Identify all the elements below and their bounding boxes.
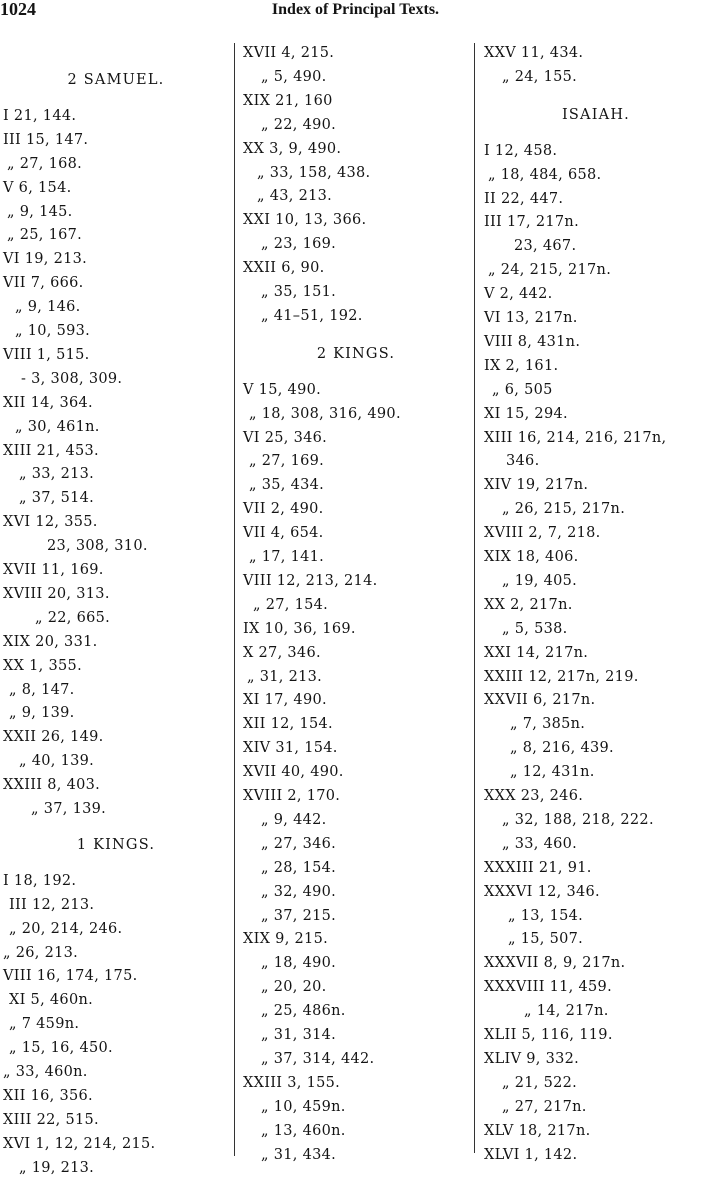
index-entry: XXV 11, 434. [484,45,584,61]
index-entry: XX 3, 9, 490. [243,140,342,157]
index-entry: XXXVI 12, 346. [484,883,600,900]
index-entry: „ 35, 434. [249,477,325,494]
index-entry: V 15, 490. [243,381,322,398]
index-entry: IX 10, 36, 169. [243,620,356,637]
index-entry: „ 15, 507. [508,931,584,948]
index-entry: „ 27, 217n. [502,1098,587,1115]
index-entry: „ 20, 214, 246. [9,920,123,937]
index-entry: „ 18, 490. [261,955,337,972]
index-entry: XXIII 8, 403. [3,777,101,794]
index-entry: „ 14, 217n. [524,1003,609,1020]
running-title: Index of Principal Texts. [271,1,440,18]
column-divider [234,43,235,1156]
index-entry: XX 1, 355. [3,657,82,674]
index-entry: „ 6, 505 [492,381,553,398]
index-entry: „ 27, 154. [253,596,329,613]
index-entry: XVII 40, 490. [243,764,344,781]
book-heading: 2 KINGS. [316,345,396,362]
index-entry: „ 32, 188, 218, 222. [502,811,654,828]
index-entry: XIV 19, 217n. [484,477,589,494]
index-entry: „ 7, 385n. [510,716,586,733]
index-entry: XI 15, 294. [484,405,568,422]
index-entry: VIII 8, 431n. [484,333,581,350]
index-entry: VIII 12, 213, 214. [243,572,378,589]
index-entry: I 21, 144. [3,107,77,124]
index-entry: „ 19, 405. [502,572,578,589]
index-entry: „ 37, 139. [31,801,107,817]
index-entry: XVII 4, 215. [243,45,335,61]
index-entry: XVIII 2, 170. [243,788,341,804]
index-entry: „ 9, 442. [261,811,327,828]
index-entry: XX 2, 217n. [484,596,573,613]
index-entry: VI 19, 213. [3,251,88,268]
index-entry: „ 25, 486n. [261,1003,346,1020]
index-entry: „ 18, 484, 658. [488,166,602,183]
index-entry: 346. [506,453,540,470]
index-entry: „ 43, 213. [257,188,333,205]
index-entry: III 12, 213. [9,896,95,913]
index-entry: V 6, 154. [3,179,72,196]
index-entry: „ 13, 460n. [261,1122,346,1139]
index-entry: „ 20, 20. [261,979,327,996]
index-entry: XIV 31, 154. [243,740,338,757]
index-entry: XXVII 6, 217n. [484,692,596,709]
column-divider [474,43,475,1153]
index-entry: „ 10, 593. [15,323,91,339]
index-entry: XIII 22, 515. [3,1111,99,1128]
index-entry: XVI 1, 12, 214, 215. [3,1135,156,1152]
index-entry: I 18, 192. [3,872,77,889]
index-entry: „ 12, 431n. [510,764,595,781]
index-entry: „ 26, 213. [3,944,79,961]
index-entry: „ 17, 141. [249,549,325,565]
index-entry: „ 26, 215, 217n. [502,501,626,518]
index-entry: XIII 16, 214, 216, 217n, [484,429,667,446]
index-entry: XIX 18, 406. [484,549,579,565]
index-entry: „ 35, 151. [261,284,337,300]
index-entry: „ 5, 538. [502,620,568,637]
index-entry: II 22, 447. [484,190,564,207]
index-entry: XXI 10, 13, 366. [243,212,367,229]
index-entry: „ 31, 434. [261,1146,337,1163]
index-entry: VII 4, 654. [243,525,324,542]
index-column-1 [0,0,232,1176]
index-entry: „ 9, 145. [7,203,73,220]
index-entry: III 17, 217n. [484,214,579,231]
index-entry: III 15, 147. [3,131,89,148]
page-number: 1024 [0,0,36,19]
index-entry: I 12, 458. [484,142,558,159]
index-entry: „ 8, 216, 439. [510,740,614,757]
index-entry: XXXIII 21, 91. [484,859,592,876]
index-entry: „ 24, 155. [502,68,578,85]
index-entry: „ 31, 213. [247,668,323,685]
index-entry: „ 22, 490. [261,116,337,133]
index-entry: X 27, 346. [243,644,321,661]
index-entry: XXI 14, 217n. [484,644,589,661]
index-entry: VII 2, 490. [243,501,324,518]
index-entry: XXX 23, 246. [484,788,584,804]
index-entry: „ 7 459n. [9,1016,80,1033]
index-entry: XLII 5, 116, 119. [484,1027,613,1043]
index-entry: VIII 1, 515. [3,346,90,363]
index-entry: VII 7, 666. [3,275,84,292]
index-entry: XIX 9, 215. [243,931,329,948]
index-entry: „ 28, 154. [261,859,337,876]
index-entry: XII 14, 364. [3,394,93,411]
index-entry: XXII 26, 149. [3,729,104,746]
index-entry: „ 33, 213. [19,466,95,483]
index-entry: „ 9, 139. [9,705,75,722]
index-entry: „ 10, 459n. [261,1098,346,1115]
index-entry: XXIII 12, 217n, 219. [484,668,639,685]
index-entry: „ 9, 146. [15,299,81,316]
index-entry: „ 25, 167. [7,227,83,244]
index-entry: XI 17, 490. [243,692,327,709]
index-column-3 [481,0,711,1166]
index-entry: XIII 21, 453. [3,442,99,459]
index-entry: XXIII 3, 155. [243,1074,341,1091]
index-entry: „ 27, 168. [7,155,83,172]
index-entry: XIX 21, 160 [243,92,333,109]
index-entry: „ 27, 346. [261,835,337,852]
index-entry: „ 41–51, 192. [261,307,363,324]
index-entry: „ 32, 490. [261,883,337,900]
index-entry: XIX 20, 331. [3,633,98,650]
index-entry: XLVI 1, 142. [484,1146,578,1163]
index-entry: XVIII 20, 313. [3,585,110,602]
index-entry: XXII 6, 90. [243,260,325,277]
book-heading: ISAIAH. [562,106,630,123]
index-entry: „ 8, 147. [9,681,75,698]
index-entry: XXXVIII 11, 459. [484,979,612,996]
index-entry: XVIII 2, 7, 218. [484,525,601,542]
index-entry: XVI 12, 355. [3,514,98,531]
index-entry: XXXVII 8, 9, 217n. [484,955,626,972]
index-entry: „ 37, 215. [261,907,337,924]
index-entry: „ 15, 16, 450. [9,1040,113,1057]
index-column-2 [240,0,472,1166]
index-entry: „ 19, 213. [19,1159,95,1176]
index-entry: „ 21, 522. [502,1074,578,1091]
index-entry: „ 33, 460. [502,835,578,852]
index-entry: „ 33, 158, 438. [257,164,371,181]
index-entry: „ 22, 665. [35,609,111,626]
index-entry: „ 40, 139. [19,753,95,770]
index-entry: IX 2, 161. [484,357,559,374]
index-entry: VI 25, 346. [243,429,328,446]
index-entry: „ 33, 460n. [3,1064,88,1080]
index-entry: XI 5, 460n. [9,992,94,1009]
index-entry: XII 16, 356. [3,1087,93,1104]
index-entry: „ 37, 314, 442. [261,1050,375,1067]
book-heading: 1 KINGS. [76,836,156,853]
index-entry: VI 13, 217n. [484,310,578,326]
book-heading: 2 SAMUEL. [67,72,165,88]
index-entry: „ 27, 169. [249,453,325,470]
index-entry: XVII 11, 169. [3,562,104,578]
index-entry: „ 5, 490. [261,68,327,85]
index-entry: „ 24, 215, 217n. [488,262,612,279]
index-entry: „ 23, 169. [261,236,337,253]
index-entry: 23, 467. [514,238,577,255]
index-entry: VIII 16, 174, 175. [3,968,138,985]
index-entry: 23, 308, 310. [47,538,148,555]
index-entry: „ 31, 314. [261,1027,337,1043]
index-entry: „ 18, 308, 316, 490. [249,405,401,422]
index-entry: „ 13, 154. [508,907,584,924]
index-entry: „ 37, 514. [19,490,95,507]
index-entry: XLV 18, 217n. [484,1122,591,1139]
index-entry: XII 12, 154. [243,716,333,733]
index-entry: „ 30, 461n. [15,418,100,435]
index-entry: XLIV 9, 332. [484,1050,580,1067]
index-entry: - 3, 308, 309. [21,370,123,387]
index-entry: V 2, 442. [484,286,553,303]
